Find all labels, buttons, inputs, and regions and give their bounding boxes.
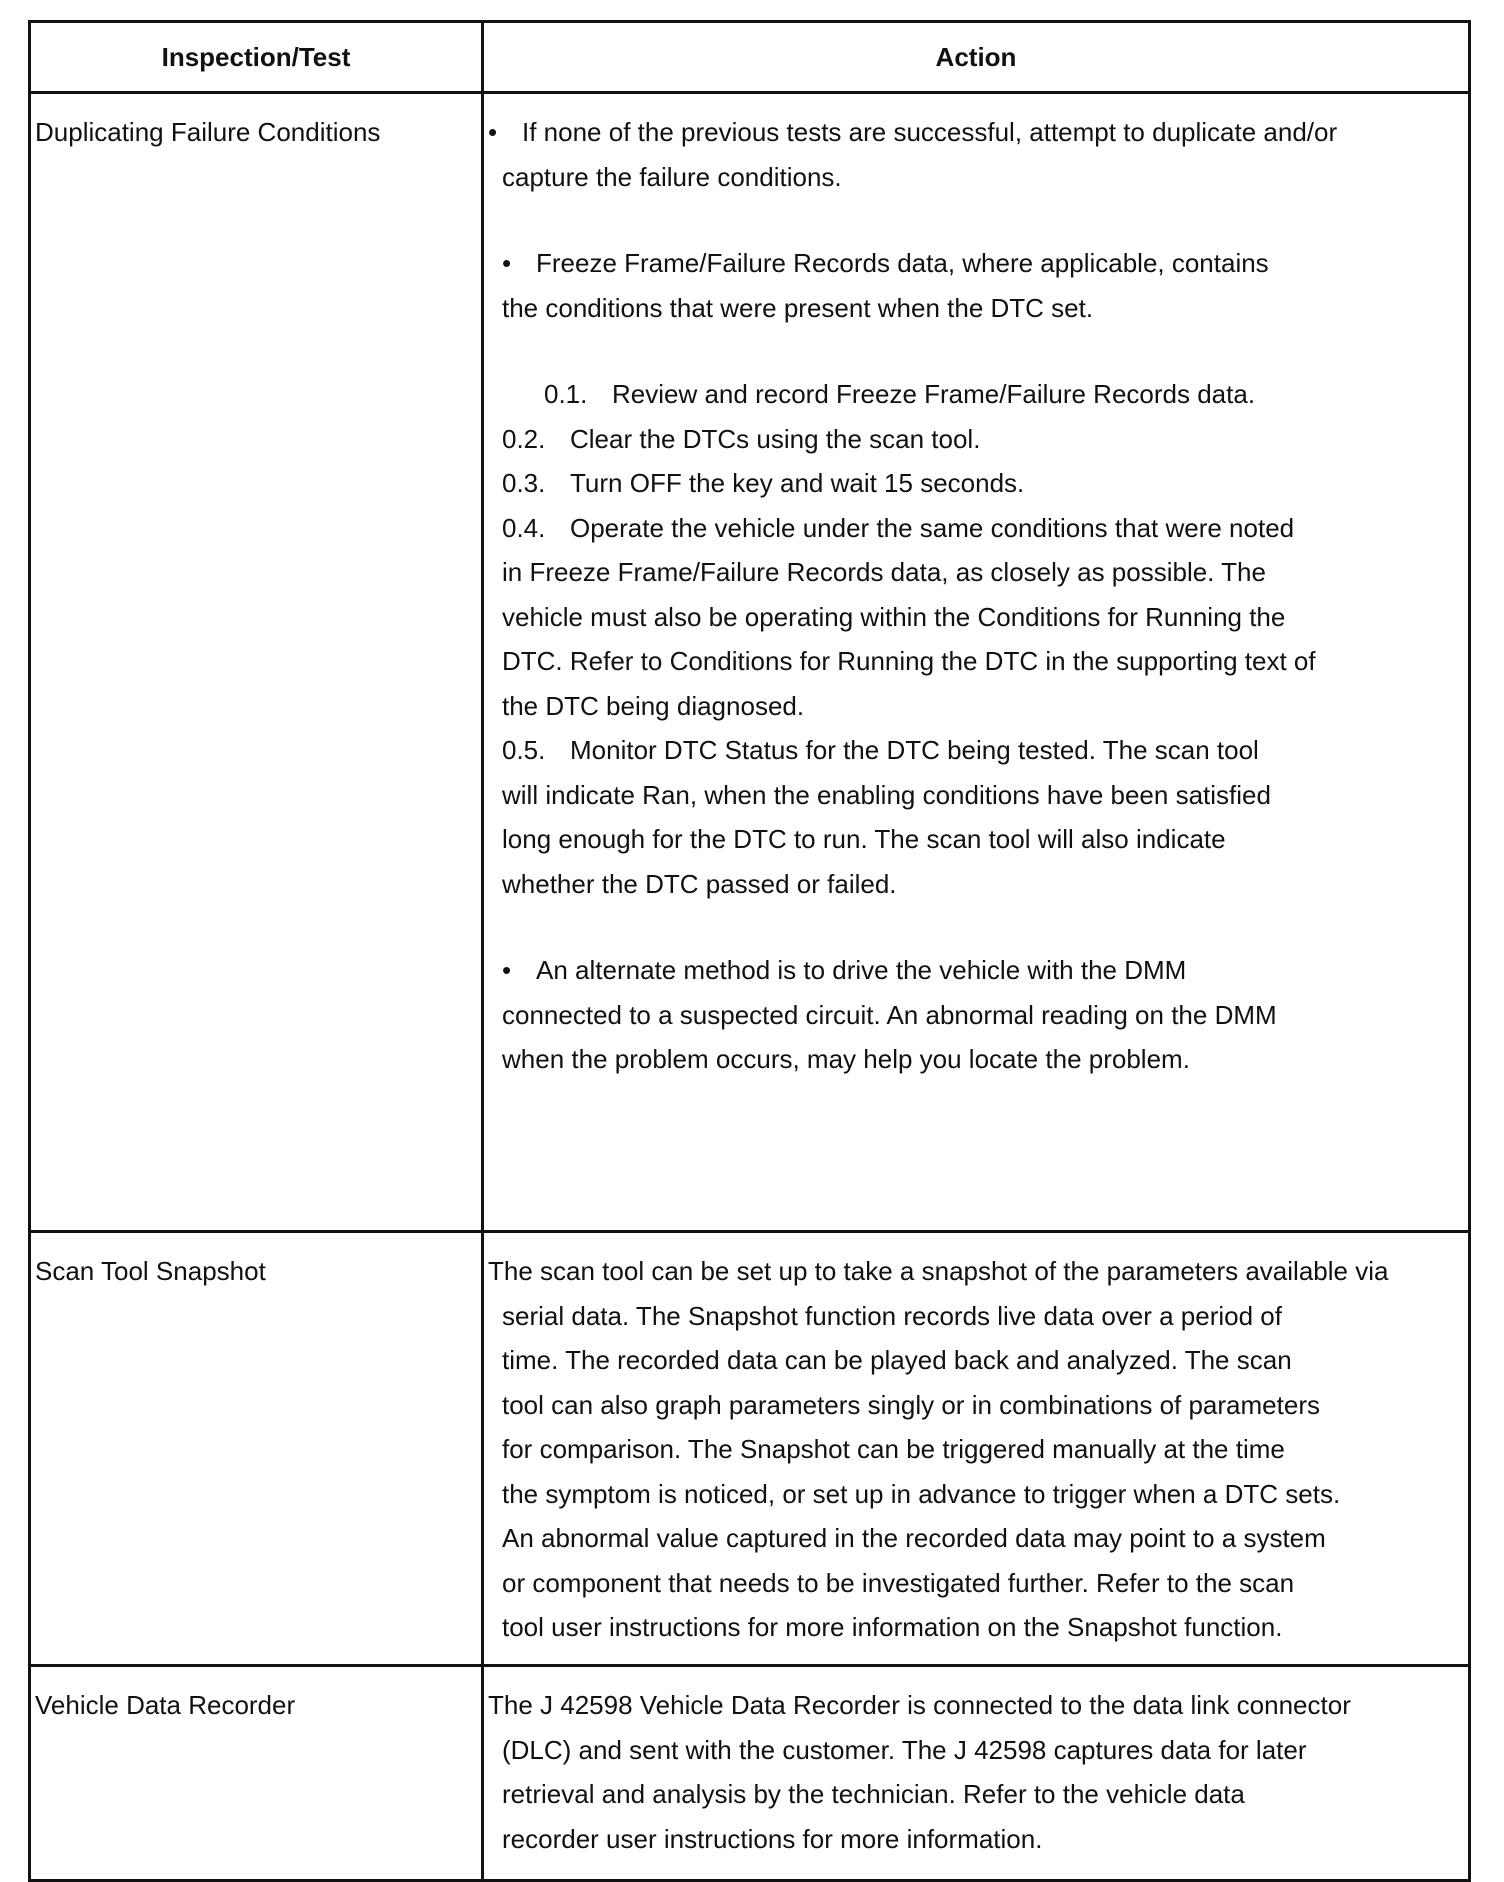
row-label-duplicating-failure-conditions: Duplicating Failure Conditions: [30, 93, 483, 1232]
bullet-icon: •: [502, 955, 512, 985]
header-action: Action: [483, 22, 1470, 93]
row-action-vehicle-data-recorder: [483, 1666, 1470, 1881]
bullet1-text-1: Freeze Frame/Failure Records data, where applicable, contains: [536, 248, 1269, 278]
snapshot-line-3: time. The recorded data can be played back and analyzed. The scan: [502, 1345, 1292, 1375]
snapshot-line-4: tool can also graph parameters singly or in combinations of parameters: [502, 1389, 1320, 1420]
bullet-icon: •: [488, 117, 498, 147]
bullet2-line-3: when the problem occurs, may help you locate the problem.: [502, 1044, 1190, 1074]
recorder-line-3: retrieval and analysis by the technician. Refer to the vehicle data: [502, 1779, 1245, 1809]
bullet1-line-2: the conditions that were present when the DTC set.: [502, 292, 1094, 323]
table-row: [30, 1666, 1470, 1881]
table-row: [30, 1232, 1470, 1666]
snapshot-line-9: tool user instructions for more information on the Snapshot function.: [502, 1612, 1283, 1642]
bullet-icon: •: [502, 248, 512, 278]
step-5-line-3: long enough for the DTC to run. The scan tool will also indicate: [502, 824, 1226, 854]
intro-line-1: [488, 110, 1458, 155]
recorder-line-1: The J 42598 Vehicle Data Recorder is connected to the data link connector: [488, 1690, 1351, 1720]
step-3: [488, 461, 1458, 506]
step-4: [488, 506, 1458, 551]
step-4-line-2: in Freeze Frame/Failure Records data, as closely as possible. The: [502, 557, 1266, 587]
snapshot-line-2: serial data. The Snapshot function records live data over a period of: [502, 1300, 1282, 1331]
snapshot-line-7: An abnormal value captured in the recorded data may point to a system: [502, 1523, 1326, 1553]
recorder-line-4: recorder user instructions for more information.: [502, 1823, 1043, 1854]
step-text: Operate the vehicle under the same conditions that were noted: [570, 512, 1295, 543]
snapshot-line-5: for comparison. The Snapshot can be triggered manually at the time: [502, 1434, 1285, 1464]
step-2: [488, 417, 1458, 462]
row-label-scan-tool-snapshot: Scan Tool Snapshot: [30, 1232, 483, 1666]
row-action-scan-tool-snapshot: [483, 1232, 1470, 1666]
step-4-line-3: vehicle must also be operating within the Conditions for Running the: [502, 601, 1286, 632]
snapshot-line-1: The scan tool can be set up to take a snapshot of the parameters available via: [488, 1256, 1389, 1286]
bullet1-line-1: [488, 241, 1458, 286]
step-number: 0.5.: [502, 735, 546, 765]
step-text: Clear the DTCs using the scan tool.: [570, 423, 981, 454]
step-text: Review and record Freeze Frame/Failure Records data.: [612, 379, 1256, 409]
recorder-line-2: (DLC) and sent with the customer. The J 42598 captures data for later: [502, 1734, 1307, 1765]
step-number: 0.2.: [502, 423, 546, 454]
step-text: Monitor DTC Status for the DTC being tested. The scan tool: [570, 735, 1259, 765]
step-1: [488, 372, 1458, 417]
snapshot-line-8: or component that needs to be investigated further. Refer to the scan: [502, 1567, 1295, 1598]
row-label-vehicle-data-recorder: Vehicle Data Recorder: [30, 1666, 483, 1881]
bullet2-line-2: connected to a suspected circuit. An abnormal reading on the DMM: [502, 999, 1277, 1030]
row-action-duplicating-failure-conditions: [483, 93, 1470, 1232]
step-text: Turn OFF the key and wait 15 seconds.: [570, 468, 1025, 498]
step-5-line-4: whether the DTC passed or failed.: [502, 868, 897, 899]
intro-text-1: If none of the previous tests are successful, attempt to duplicate and/or: [522, 117, 1338, 147]
step-5: [488, 728, 1458, 773]
step-number: 0.1.: [544, 379, 588, 409]
header-row: [30, 22, 1470, 93]
bullet2-text-1: An alternate method is to drive the vehicle with the DMM: [536, 955, 1187, 985]
step-4-line-5: the DTC being diagnosed.: [502, 690, 805, 721]
step-4-line-4: DTC. Refer to Conditions for Running the DTC in the supporting text of: [502, 646, 1316, 676]
header-inspection-test: Inspection/Test: [30, 22, 483, 93]
inspection-table: [28, 20, 1471, 1882]
snapshot-line-6: the symptom is noticed, or set up in advance to trigger when a DTC sets.: [502, 1478, 1341, 1509]
bullet2-line-1: [488, 948, 1458, 993]
intro-line-2: capture the failure conditions.: [502, 161, 842, 192]
step-5-line-2: will indicate Ran, when the enabling conditions have been satisfied: [502, 779, 1271, 810]
table-row: [30, 93, 1470, 1232]
step-number: 0.4.: [502, 512, 546, 543]
step-number: 0.3.: [502, 468, 546, 498]
